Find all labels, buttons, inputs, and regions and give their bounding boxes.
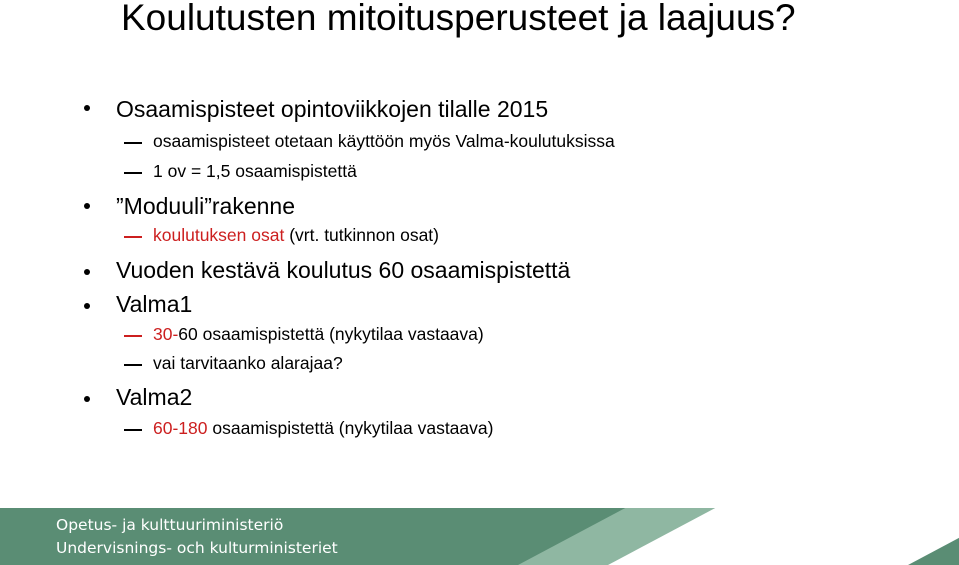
bullet-item: Osaamispisteet opintoviikkojen tilalle 2015 xyxy=(116,96,549,122)
highlight-text: 30- xyxy=(153,324,179,344)
bullet-icon xyxy=(84,396,90,402)
sub-item: osaamispisteet otetaan käyttöön myös Valma-koulutuksissa xyxy=(153,131,615,151)
bullet-icon xyxy=(84,105,90,111)
dash-icon xyxy=(124,429,142,431)
dash-icon xyxy=(124,172,142,174)
dash-icon xyxy=(124,142,142,144)
sub-item xyxy=(153,324,484,345)
sub-item-text: 60 osaamispistettä (nykytilaa vastaava) xyxy=(178,324,484,344)
bullet-icon xyxy=(84,203,90,209)
sub-item: 1 ov = 1,5 osaamispistettä xyxy=(153,161,357,181)
ministry-name-sv: Undervisnings- och kulturministeriet xyxy=(56,539,338,557)
ministry-name-fi: Opetus- ja kulttuuriministeriö xyxy=(56,516,284,534)
bullet-item: ”Moduuli”rakenne xyxy=(116,193,295,219)
bullet-item: Valma1 xyxy=(116,291,193,317)
bullet-icon xyxy=(84,269,90,275)
slide-title: Koulutusten mitoitusperusteet ja laajuus? xyxy=(121,0,796,38)
dash-icon xyxy=(124,364,142,366)
bullet-icon xyxy=(84,303,90,309)
sub-item: vai tarvitaanko alarajaa? xyxy=(153,353,343,373)
highlight-text: koulutuksen osat xyxy=(153,225,285,245)
bullet-item: Vuoden kestävä koulutus 60 osaamispistettä xyxy=(116,257,571,283)
dash-icon xyxy=(124,236,142,238)
sub-item-text: (vrt. tutkinnon osat) xyxy=(284,225,439,245)
sub-item xyxy=(153,418,493,439)
bullet-item: Valma2 xyxy=(116,384,193,410)
sub-item xyxy=(153,225,439,246)
highlight-text: 60-180 xyxy=(153,418,208,438)
sub-item-text: osaamispistettä (nykytilaa vastaava) xyxy=(207,418,494,438)
footer-band xyxy=(0,508,959,565)
dash-icon xyxy=(124,335,142,337)
